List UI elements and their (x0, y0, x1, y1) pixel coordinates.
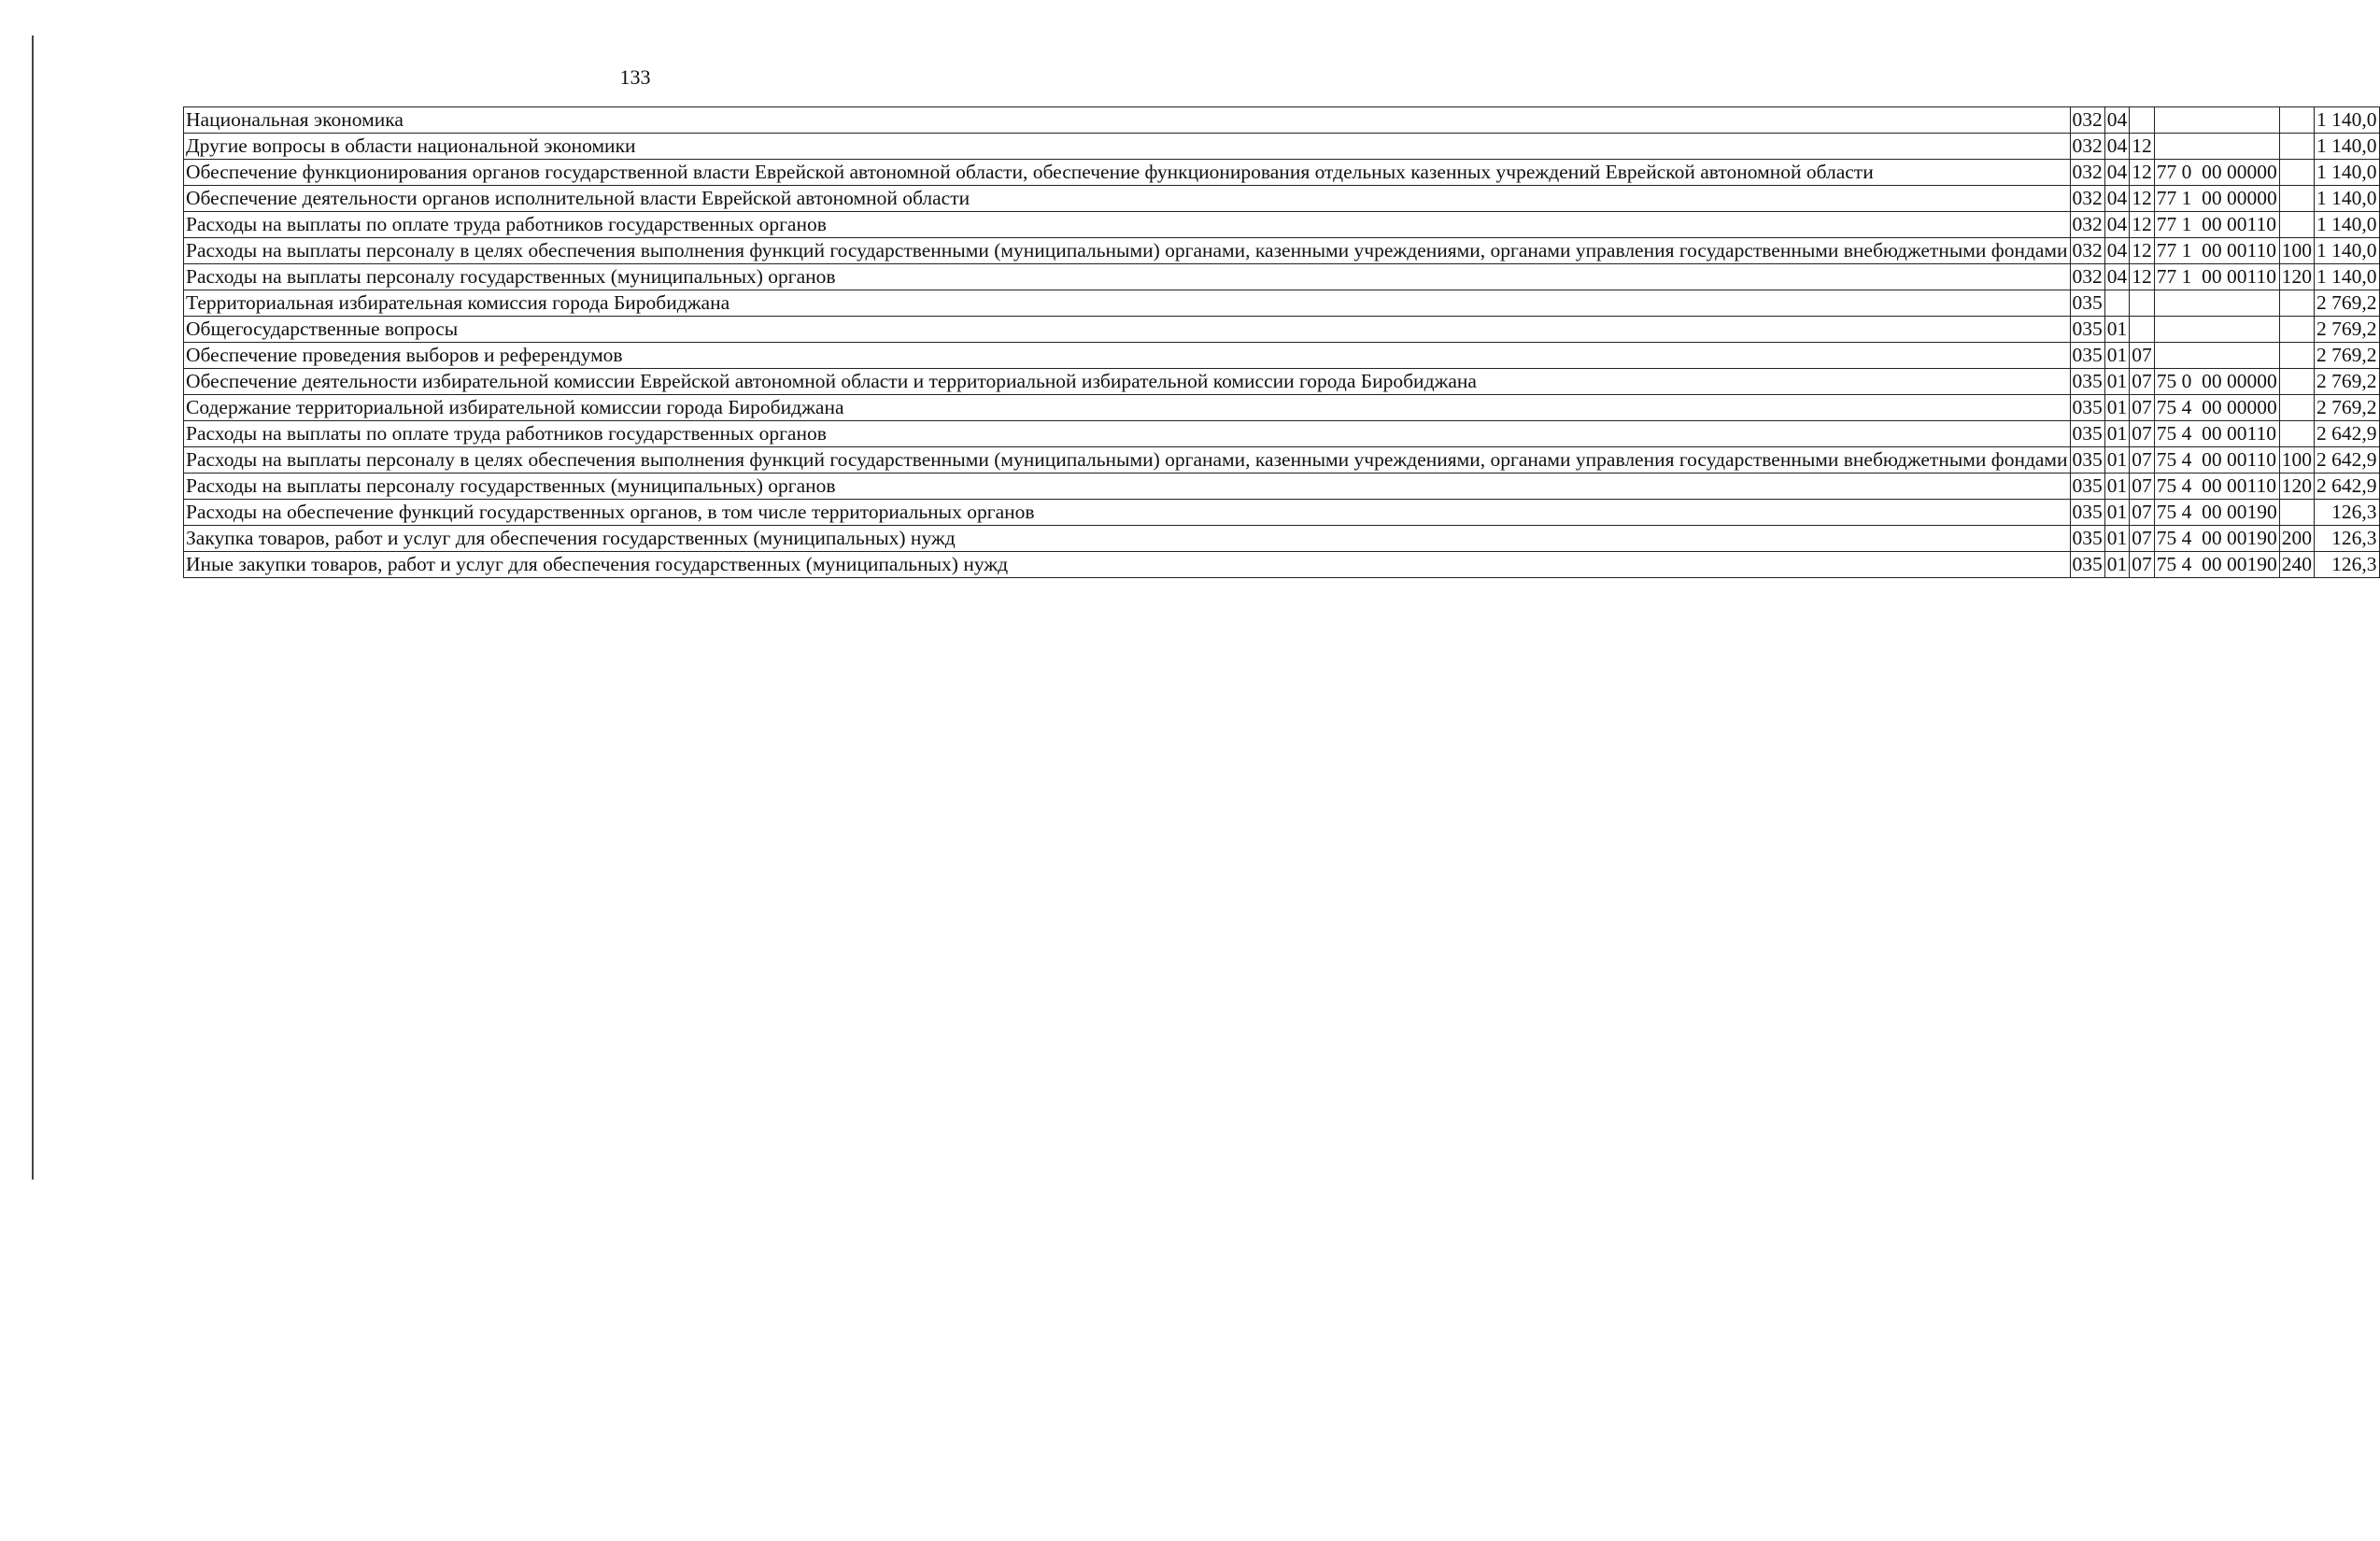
ministry-code: 032 (2070, 107, 2104, 134)
row-name: Обеспечение деятельности избирательной комиссии Еврейской автономной области и территориальной избирательной комиссии города Биробиджана (184, 369, 2071, 395)
target-article-code (2154, 343, 2279, 369)
target-article-code: 77 1 00 00110 (2154, 212, 2279, 238)
amount: 2 642,9 (2315, 421, 2380, 447)
section-code: 04 (2104, 212, 2130, 238)
table-row (184, 186, 2380, 212)
row-name: Расходы на выплаты персоналу в целях обеспечения выполнения функций государственными (муниципальными) органами, казенными учреждениями, органами управления государственными внебюджетными фондами (184, 238, 2071, 264)
target-article-code: 75 4 00 00000 (2154, 395, 2279, 421)
expense-type-code (2279, 134, 2314, 160)
subsection-code: 07 (2130, 526, 2155, 552)
section-code: 01 (2104, 500, 2130, 526)
expense-type-code (2279, 369, 2314, 395)
subsection-code: 12 (2130, 238, 2155, 264)
ministry-code: 035 (2070, 526, 2104, 552)
row-name: Национальная экономика (184, 107, 2071, 134)
row-name: Расходы на обеспечение функций государственных органов, в том числе территориальных органов (184, 500, 2071, 526)
table-row (184, 238, 2380, 264)
target-article-code (2154, 107, 2279, 134)
expense-type-code: 120 (2279, 474, 2314, 500)
expense-type-code (2279, 500, 2314, 526)
section-code: 04 (2104, 264, 2130, 290)
section-code: 04 (2104, 160, 2130, 186)
subsection-code: 07 (2130, 474, 2155, 500)
row-name: Обеспечение деятельности органов исполнительной власти Еврейской автономной области (184, 186, 2071, 212)
row-name: Закупка товаров, работ и услуг для обеспечения государственных (муниципальных) нужд (184, 526, 2071, 552)
amount: 2 769,2 (2315, 369, 2380, 395)
table-row (184, 290, 2380, 317)
table-row (184, 264, 2380, 290)
subsection-code: 07 (2130, 369, 2155, 395)
subsection-code: 07 (2130, 421, 2155, 447)
row-name: Другие вопросы в области национальной экономики (184, 134, 2071, 160)
table-row (184, 526, 2380, 552)
ministry-code: 035 (2070, 343, 2104, 369)
subsection-code: 12 (2130, 134, 2155, 160)
expense-type-code: 100 (2279, 238, 2314, 264)
target-article-code: 75 4 00 00190 (2154, 552, 2279, 578)
subsection-code: 07 (2130, 552, 2155, 578)
expense-type-code (2279, 107, 2314, 134)
row-name: Содержание территориальной избирательной комиссии города Биробиджана (184, 395, 2071, 421)
target-article-code (2154, 317, 2279, 343)
row-name: Расходы на выплаты по оплате труда работников государственных органов (184, 421, 2071, 447)
target-article-code: 77 1 00 00110 (2154, 264, 2279, 290)
ministry-code: 032 (2070, 238, 2104, 264)
section-code: 01 (2104, 447, 2130, 474)
amount: 126,3 (2315, 552, 2380, 578)
subsection-code: 07 (2130, 500, 2155, 526)
table-row (184, 317, 2380, 343)
ministry-code: 035 (2070, 395, 2104, 421)
row-name: Расходы на выплаты персоналу государственных (муниципальных) органов (184, 474, 2071, 500)
amount: 1 140,0 (2315, 264, 2380, 290)
subsection-code (2130, 290, 2155, 317)
target-article-code: 77 0 00 00000 (2154, 160, 2279, 186)
section-code: 01 (2104, 317, 2130, 343)
ministry-code: 035 (2070, 369, 2104, 395)
amount: 1 140,0 (2315, 107, 2380, 134)
subsection-code: 07 (2130, 447, 2155, 474)
section-code: 01 (2104, 395, 2130, 421)
table-row (184, 160, 2380, 186)
table-row (184, 500, 2380, 526)
amount: 1 140,0 (2315, 134, 2380, 160)
row-name: Обеспечение проведения выборов и референдумов (184, 343, 2071, 369)
section-code: 04 (2104, 238, 2130, 264)
expense-type-code (2279, 395, 2314, 421)
table-row (184, 447, 2380, 474)
table-row (184, 369, 2380, 395)
amount: 2 769,2 (2315, 395, 2380, 421)
expense-type-code: 200 (2279, 526, 2314, 552)
subsection-code: 07 (2130, 343, 2155, 369)
table-row (184, 395, 2380, 421)
expense-type-code (2279, 317, 2314, 343)
section-code: 04 (2104, 134, 2130, 160)
expense-type-code (2279, 186, 2314, 212)
target-article-code: 75 4 00 00110 (2154, 474, 2279, 500)
amount: 2 769,2 (2315, 317, 2380, 343)
subsection-code: 12 (2130, 186, 2155, 212)
amount: 1 140,0 (2315, 238, 2380, 264)
table-row (184, 552, 2380, 578)
page-number: 133 (619, 65, 651, 89)
row-name: Иные закупки товаров, работ и услуг для обеспечения государственных (муниципальных) нужд (184, 552, 2071, 578)
row-name: Расходы на выплаты персоналу в целях обеспечения выполнения функций государственными (муниципальными) органами, казенными учреждениями, органами управления государственными внебюджетными фондами (184, 447, 2071, 474)
margin-line (32, 35, 34, 1180)
target-article-code: 75 4 00 00110 (2154, 447, 2279, 474)
table-row (184, 212, 2380, 238)
row-name: Расходы на выплаты персоналу государственных (муниципальных) органов (184, 264, 2071, 290)
ministry-code: 032 (2070, 134, 2104, 160)
table-row (184, 343, 2380, 369)
target-article-code: 75 0 00 00000 (2154, 369, 2279, 395)
ministry-code: 035 (2070, 317, 2104, 343)
target-article-code: 75 4 00 00190 (2154, 500, 2279, 526)
ministry-code: 035 (2070, 290, 2104, 317)
table-row (184, 421, 2380, 447)
table-row (184, 474, 2380, 500)
section-code: 01 (2104, 552, 2130, 578)
ministry-code: 035 (2070, 474, 2104, 500)
amount: 2 642,9 (2315, 447, 2380, 474)
subsection-code: 12 (2130, 212, 2155, 238)
expense-type-code: 120 (2279, 264, 2314, 290)
amount: 126,3 (2315, 500, 2380, 526)
amount: 2 769,2 (2315, 343, 2380, 369)
row-name: Расходы на выплаты по оплате труда работников государственных органов (184, 212, 2071, 238)
ministry-code: 032 (2070, 186, 2104, 212)
expense-type-code: 100 (2279, 447, 2314, 474)
subsection-code: 07 (2130, 395, 2155, 421)
subsection-code (2130, 317, 2155, 343)
amount: 1 140,0 (2315, 160, 2380, 186)
expense-type-code (2279, 290, 2314, 317)
section-code: 04 (2104, 107, 2130, 134)
amount: 2 769,2 (2315, 290, 2380, 317)
target-article-code (2154, 290, 2279, 317)
expense-type-code (2279, 421, 2314, 447)
amount: 126,3 (2315, 526, 2380, 552)
expense-type-code (2279, 343, 2314, 369)
row-name: Территориальная избирательная комиссия города Биробиджана (184, 290, 2071, 317)
ministry-code: 032 (2070, 160, 2104, 186)
expense-type-code (2279, 212, 2314, 238)
budget-table (183, 106, 2380, 578)
section-code: 04 (2104, 186, 2130, 212)
subsection-code: 12 (2130, 264, 2155, 290)
section-code: 01 (2104, 474, 2130, 500)
ministry-code: 032 (2070, 264, 2104, 290)
expense-type-code: 240 (2279, 552, 2314, 578)
subsection-code (2130, 107, 2155, 134)
table-row (184, 107, 2380, 134)
ministry-code: 035 (2070, 421, 2104, 447)
target-article-code (2154, 134, 2279, 160)
section-code: 01 (2104, 421, 2130, 447)
budget-table-body (184, 107, 2380, 578)
ministry-code: 035 (2070, 447, 2104, 474)
ministry-code: 035 (2070, 500, 2104, 526)
row-name: Обеспечение функционирования органов государственной власти Еврейской автономной области, обеспечение функционирования отдельных казенных учреждений Еврейской автономной области (184, 160, 2071, 186)
target-article-code: 75 4 00 00110 (2154, 421, 2279, 447)
target-article-code: 75 4 00 00190 (2154, 526, 2279, 552)
ministry-code: 032 (2070, 212, 2104, 238)
row-name: Общегосударственные вопросы (184, 317, 2071, 343)
section-code: 01 (2104, 343, 2130, 369)
section-code: 01 (2104, 526, 2130, 552)
ministry-code: 035 (2070, 552, 2104, 578)
amount: 1 140,0 (2315, 212, 2380, 238)
target-article-code: 77 1 00 00110 (2154, 238, 2279, 264)
target-article-code: 77 1 00 00000 (2154, 186, 2279, 212)
amount: 2 642,9 (2315, 474, 2380, 500)
section-code: 01 (2104, 369, 2130, 395)
amount: 1 140,0 (2315, 186, 2380, 212)
expense-type-code (2279, 160, 2314, 186)
table-row (184, 134, 2380, 160)
subsection-code: 12 (2130, 160, 2155, 186)
section-code (2104, 290, 2130, 317)
